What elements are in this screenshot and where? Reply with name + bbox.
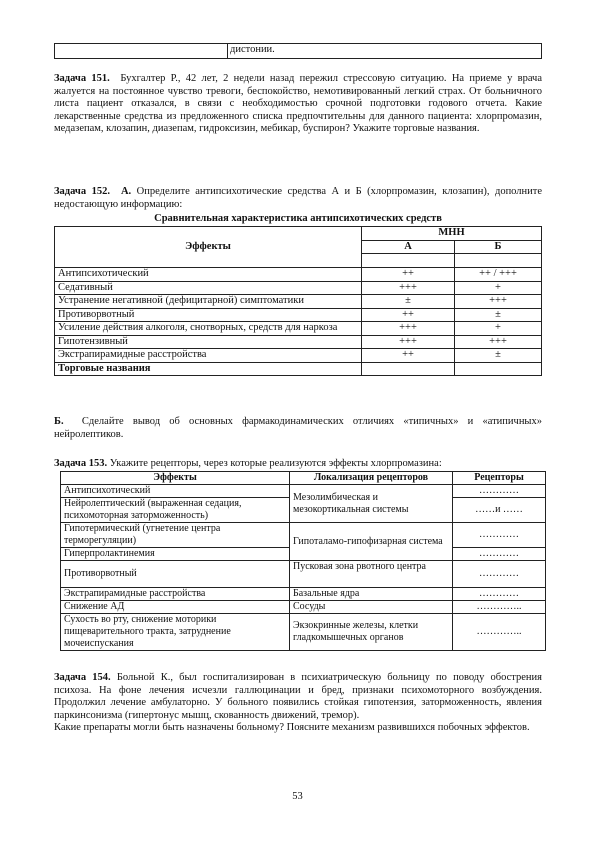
value-b: + [455,322,542,336]
localization-cell: Сосуды [290,601,453,614]
empty-cell [455,362,542,376]
table-row [61,485,546,498]
receptor-cell: ………….. [453,614,546,651]
task-152-label: Задача 152. [54,186,110,197]
table-row [61,523,546,548]
empty-cell [362,362,455,376]
localization-cell: Пусковая зона рвотного центра [290,561,453,588]
table-cell: дистонии. [228,44,542,59]
value-a: ++ [362,268,455,282]
value-a: +++ [362,281,455,295]
table-row [55,227,542,241]
task-154 [54,672,542,735]
task-152-part-a-text: Определите антипсихотические средства А и Б (хлорпромазин, клозапин), дополните недостающую информацию: [54,186,543,210]
task-154-question: Какие препараты могли быть назначены больному? Поясните механизм развившихся побочных эффектов. [54,722,530,734]
value-b: +++ [455,295,542,309]
task-151-label: Задача 151. [54,73,110,84]
effect-cell: Устранение негативной (дефицитарной) симптоматики [55,295,362,309]
header-effects: Эффекты [61,472,290,485]
header-b: Б [455,240,542,254]
localization-cell: Базальные ядра [290,588,453,601]
task-152-part-b-text: Сделайте вывод об основных фармакодинамических отличиях «типичных» и «атипичных» нейролептиков. [54,416,542,440]
table-cell [55,44,228,59]
table-row [55,335,542,349]
header-receptors: Рецепторы [453,472,546,485]
value-b: + [455,281,542,295]
value-a: ++ [362,349,455,363]
table-row [55,295,542,309]
receptor-cell: ………… [453,523,546,548]
effect-cell: Снижение АД [61,601,290,614]
task-154-label: Задача 154. [54,672,111,683]
value-a: ++ [362,308,455,322]
effect-cell: Гипотензивный [55,335,362,349]
effect-cell: Экстрапирамидные расстройства [61,588,290,601]
value-b: ± [455,308,542,322]
table-row [55,268,542,282]
task-152-part-b [54,416,542,441]
table-153 [60,471,546,651]
table-row [55,362,542,376]
effect-cell: Седативный [55,281,362,295]
task-153-text: Укажите рецепторы, через которые реализуются эффекты хлорпромазина: [109,458,442,469]
table-row [61,588,546,601]
header-a: А [362,240,455,254]
task-152-part-a-label: А. [120,186,132,197]
table-row [61,472,546,485]
table-row [61,561,546,588]
task-151 [54,73,542,136]
receptor-cell: ………… [453,588,546,601]
header-effects: Эффекты [55,227,362,268]
trade-names-label: Торговые названия [55,362,362,376]
task-154-text: Больной К., был госпитализирован в психиатрическую больницу по поводу обострения психоза. На фоне лечения исчезли галлюцинации и бред, признаки психомоторного возбуждения. Продолжил лечение амбулаторно. У больного появились стойкая гипотензия, заторможенность, явления паркинсонизма (гипертонус мышц, скованность движений, тремор). [54,672,543,721]
localization-cell: Экзокринные железы, клетки гладкомышечных органов [290,614,453,651]
effect-cell: Сухость во рту, снижение моторики пищеварительного тракта, затруднение мочеиспускания [61,614,290,651]
receptor-cell: ………… [453,548,546,561]
localization-cell: Гипоталамо-гипофизарная система [290,523,453,561]
value-a: ± [362,295,455,309]
table-row [55,308,542,322]
value-b: +++ [455,335,542,349]
header-inn: МНН [362,227,542,241]
effect-cell: Антипсихотический [55,268,362,282]
effect-cell: Гипотермический (угнетение центра терморегуляции) [61,523,290,548]
table-152-title: Сравнительная характеристика антипсихотических средств [154,213,442,224]
task-151-text: Бухгалтер Р., 42 лет, 2 недели назад пережил стрессовую ситуацию. На приеме у врача жалуется на постоянное чувство тревоги, беспокойство, немотивированный легкий страх. От больничного листа пациент отказался, в связи с необходимостью срочной подготовки годового отчета. Какие лекарственные средства из предложенного списка предпочтительны для данного пациента: хлорпромазин, медазепам, клозапин, диазепам, гидроксизин, мебикар, буспирон? Укажите торговые названия. [54,73,542,135]
localization-cell: Мезолимбическая и мезокортикальная системы [290,485,453,523]
receptor-cell: ……и …… [453,498,546,523]
value-b: ± [455,349,542,363]
task-152-part-b-label: Б. [54,416,64,427]
header-localization: Локализация рецепторов [290,472,453,485]
receptor-cell: ………….. [453,601,546,614]
value-a: +++ [362,335,455,349]
table-152 [54,226,542,376]
table-row [55,281,542,295]
receptor-cell: ………… [453,485,546,498]
page-number: 53 [292,791,303,802]
effect-cell: Нейролептический (выраженная седация, психомоторная заторможенность) [61,498,290,523]
value-a: +++ [362,322,455,336]
table-row [55,349,542,363]
table-row [61,601,546,614]
receptor-cell: ………… [453,561,546,588]
table-row [55,322,542,336]
effect-cell: Усиление действия алкоголя, снотворных, средств для наркоза [55,322,362,336]
effect-cell: Противорвотный [55,308,362,322]
empty-cell [362,254,455,268]
effect-cell: Антипсихотический [61,485,290,498]
effect-cell: Экстрапирамидные расстройства [55,349,362,363]
task-152-part-a [54,186,542,211]
continued-table [54,43,542,59]
task-153-label: Задача 153. [54,458,108,469]
task-153 [54,458,542,471]
effect-cell: Противорвотный [61,561,290,588]
table-row [55,44,542,59]
effect-cell: Гиперпролактинемия [61,548,290,561]
table-row [61,614,546,651]
value-b: ++ / +++ [455,268,542,282]
empty-cell [455,254,542,268]
